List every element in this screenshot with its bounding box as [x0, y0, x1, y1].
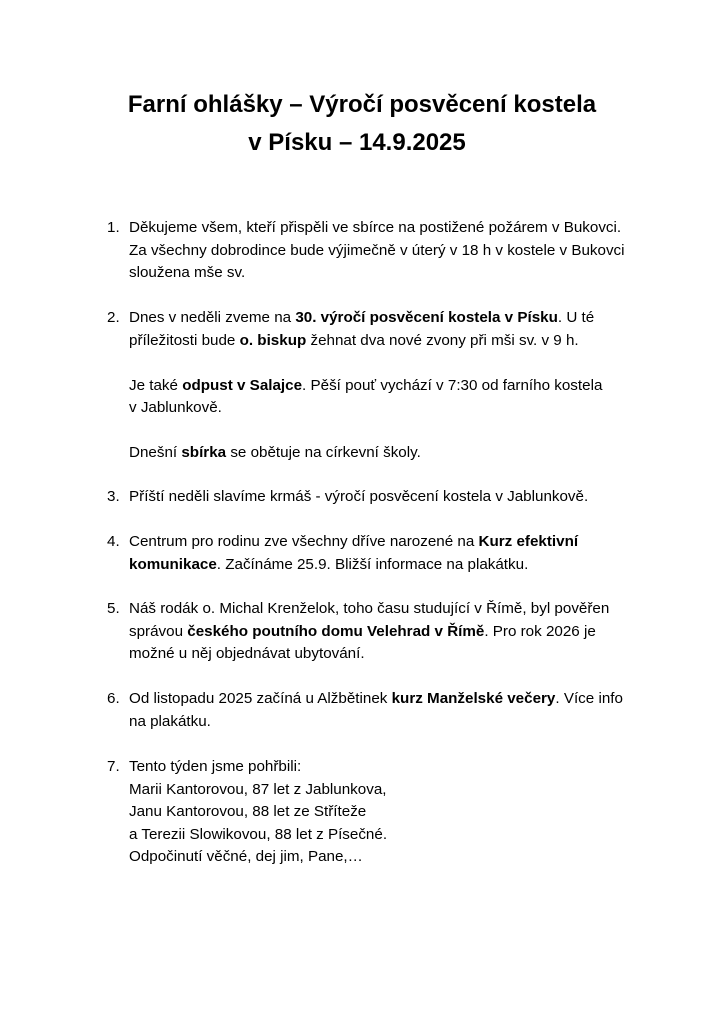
title-line-1: Farní ohlášky – Výročí posvěcení kostela — [127, 91, 597, 118]
list-item-5 — [107, 598, 647, 666]
item-line — [129, 621, 647, 644]
item-line: v Jablunkově. — [129, 399, 222, 416]
item-line — [129, 531, 647, 554]
list-item-6 — [107, 688, 647, 733]
item-number: 5. — [107, 600, 120, 617]
list-item-4 — [107, 531, 647, 576]
text: správou — [129, 622, 188, 640]
list-item-2 — [107, 307, 647, 465]
item-line: Příští neděli slavíme krmáš - výročí posvěcení kostela v Jablunkově. — [129, 488, 589, 505]
text: Dnes v neděli zveme na — [129, 309, 296, 326]
item-line — [129, 688, 647, 711]
text: příležitosti bude — [129, 331, 240, 349]
item-number: 2. — [107, 309, 120, 326]
item-line: sloužena mše sv. — [129, 264, 246, 281]
bold-text: českého poutního domu Velehrad v Římě — [187, 622, 485, 640]
bold-text: sbírka — [181, 444, 227, 461]
text: . Začínáme 25.9. Bližší informace na plakátku. — [216, 555, 529, 573]
item-line — [129, 330, 647, 353]
item-number: 4. — [107, 533, 120, 550]
item-line: Janu Kantorovou, 88 let ze Stříteže — [129, 803, 367, 820]
bold-text: o. biskup — [239, 331, 307, 349]
item-number: 3. — [107, 488, 120, 505]
item-line — [129, 375, 647, 398]
list-item-1 — [107, 217, 647, 285]
item-line — [129, 442, 647, 465]
item-line: a Terezii Slowikovou, 88 let z Písečné. — [129, 825, 388, 843]
item-line: možné u něj objednávat ubytování. — [129, 645, 365, 662]
item-line: Odpočinutí věčné, dej jim, Pane,… — [129, 848, 363, 865]
text: . Pro rok 2026 je — [484, 622, 596, 640]
bold-text: komunikace — [129, 555, 217, 573]
text: Je také — [129, 376, 183, 394]
text: se obětuje na církevní školy. — [226, 444, 421, 461]
title-line-2: v Písku – 14.9.2025 — [248, 129, 466, 156]
item-number: 7. — [107, 758, 120, 775]
item-line: Za všechny dobrodince bude výjimečně v úterý v 18 h v kostele v Bukovci — [129, 241, 625, 259]
item-line — [129, 554, 647, 577]
item-line: Náš rodák o. Michal Krenželok, toho času studující v Římě, byl pověřen — [129, 600, 610, 617]
text: Centrum pro rodinu zve všechny dříve narozené na — [129, 533, 479, 550]
text: Od listopadu 2025 začíná u Alžbětinek — [129, 690, 392, 707]
item-line: Marii Kantorovou, 87 let z Jablunkova, — [129, 780, 387, 798]
bold-text: Kurz efektivní — [478, 533, 579, 550]
item-line: Tento týden jsme pohřbili: — [129, 758, 302, 775]
text: žehnat dva nové zvony při mši sv. v 9 h. — [306, 331, 579, 349]
item-number: 1. — [107, 219, 120, 236]
list-item-7 — [107, 756, 647, 869]
text: . U té — [557, 309, 595, 326]
item-line: Děkujeme všem, kteří přispěli ve sbírce na postižené požárem v Bukovci. — [129, 219, 622, 236]
bold-text: 30. výročí posvěcení kostela v Písku — [295, 309, 558, 326]
bold-text: odpust v Salajce — [182, 376, 303, 394]
text: . Pěší pouť vychází v 7:30 od farního kostela — [302, 376, 603, 394]
bold-text: kurz Manželské večery — [391, 690, 556, 707]
list-item-3 — [107, 486, 647, 509]
item-line — [129, 307, 647, 330]
item-line: na plakátku. — [129, 712, 211, 730]
page-title — [0, 86, 724, 162]
text: Dnešní — [129, 444, 182, 461]
text: . Více info — [555, 690, 623, 707]
item-number: 6. — [107, 690, 120, 707]
